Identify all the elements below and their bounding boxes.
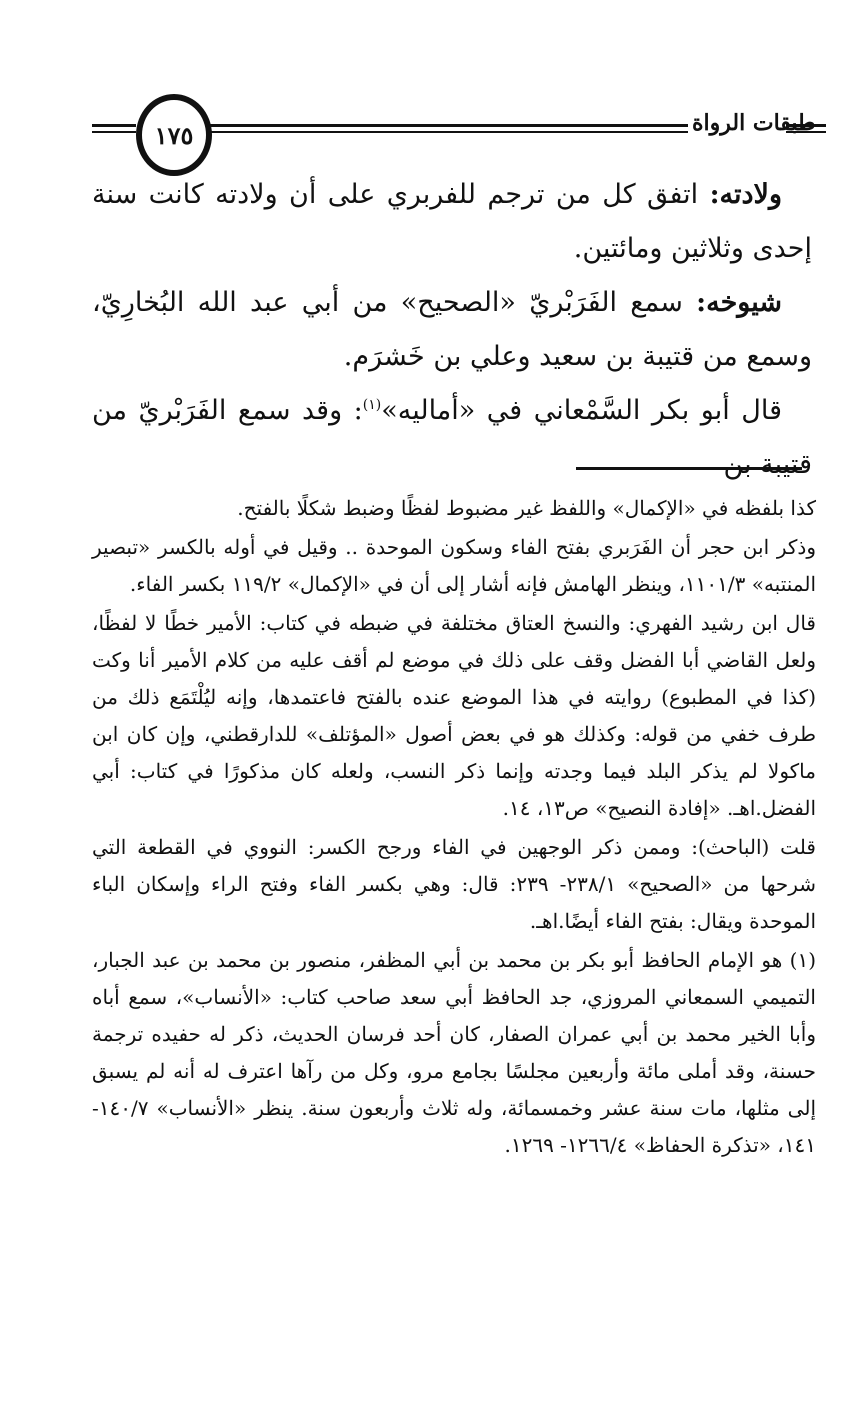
paragraph-lead: ولادته: xyxy=(709,179,782,210)
paragraph-birth xyxy=(92,168,812,276)
paragraph-lead: شيوخه: xyxy=(696,287,782,318)
footnote-reference: (١) xyxy=(362,397,382,413)
header-rule-left xyxy=(92,124,136,133)
footnote-paragraph: وذكر ابن حجر أن الفَرَبري بفتح الفاء وسكون الموحدة .. وقيل في أوله بالكسر «تبصير المنتبه» ١١٠١/٣، وينظر الهامش فإنه أشار إلى أن في «الإكمال» ١١٩/٢ بكسر الفاء. xyxy=(92,535,816,596)
header-rule-right xyxy=(786,124,826,133)
paragraph-text: قال أبو بكر السَّمْعاني في «أماليه» xyxy=(381,395,782,426)
paragraph-text: : وقد سمع الفَرَبْريّ من قتيبة بن xyxy=(92,395,812,480)
footnote-paragraph: كذا بلفظه في «الإكمال» واللفظ غير مضبوط لفظًا وضبط شكلًا بالفتح. xyxy=(237,496,816,520)
footnote-separator xyxy=(576,467,802,470)
page-number-text: ١٧٥ xyxy=(154,120,194,150)
paragraph-teachers xyxy=(92,276,812,384)
page-number xyxy=(136,94,212,176)
header-rule-middle xyxy=(208,124,688,133)
footnote-paragraph: (١) هو الإمام الحافظ أبو بكر بن محمد بن أبي المظفر، منصور بن محمد بن عبد الجبار، التميمي السمعاني المروزي، جد الحافظ أبي سعد صاحب كتاب: «الأنساب»، سمع أباه وأبا الخير محمد بن أبي عمران الصفار، كان أحد فرسان الحديث، ذكر له حفيده ترجمة حسنة، وقد أملى مائة وأربعين مجلسًا بجامع مرو، وكل من رآها اعترف له أنه لم يسبق إلى مثلها، مات سنة عشر وخمسمائة، وله ثلاث وأربعون سنة. ينظر «الأنساب» ١٤٠/٧- ١٤١، «تذكرة الحفاظ» ١٢٦٦/٤- ١٢٦٩. xyxy=(92,948,816,1157)
paragraph-quote xyxy=(92,384,812,492)
footnote-paragraph: قال ابن رشيد الفهري: والنسخ العتاق مختلفة في ضبطه في كتاب: الأمير خطًا لا لفظًا، ولعل القاضي أبا الفضل وقف على ذلك في موضع لم أقف عليه من كلام الأمير أنا وكت (كذا في المطبوع) روايته في هذا الموضع عنده بالفتح فاعتمدها، وإنه ليُلْتَمَع ذلك من طرف خفي من قوله: وكذلك هو في بعض أصول «المؤتلف» للدارقطني، وإن كان ابن ماكولا لم يذكر البلد فيما وجدته وإنما ذكر النسب، ولعله كان مذكورًا في كتاب: أبي الفضل.اهـ. «إفادة النصيح» ص١٣، ١٤. xyxy=(92,611,816,820)
page-header xyxy=(92,90,816,170)
footnote-paragraph: قلت (الباحث): وممن ذكر الوجهين في الفاء ورجح الكسر: النووي في القطعة التي شرحها من «الصحيح» ٢٣٨/١- ٢٣٩: قال: وهي بكسر الفاء وفتح الراء وإسكان الباء الموحدة ويقال: بفتح الفاء أيضًا.اهـ. xyxy=(92,835,816,933)
main-text xyxy=(92,168,812,492)
footnotes xyxy=(92,490,816,1166)
paragraph-text: سمع الفَرَبْريّ «الصحيح» من أبي عبد الله البُخارِيّ، وسمع من قتيبة بن سعيد وعلي بن خَشرَم. xyxy=(92,287,812,372)
paragraph-text: اتفق كل من ترجم للفربري على أن ولادته كانت سنة إحدى وثلاثين ومائتين. xyxy=(92,179,812,264)
running-title: طبقات الرواة xyxy=(692,110,816,136)
